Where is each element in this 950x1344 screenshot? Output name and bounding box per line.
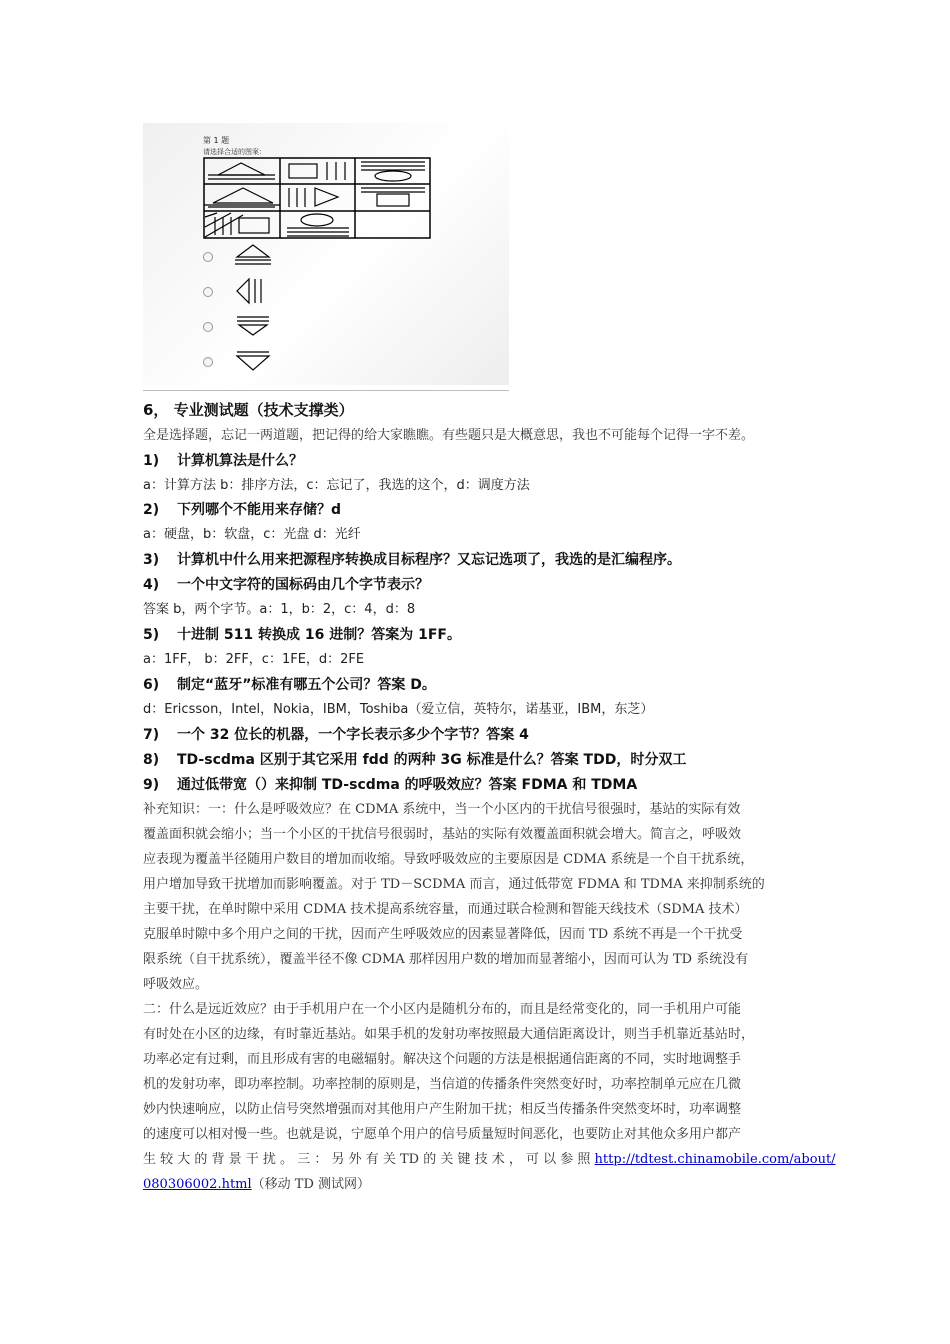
option-b-figure [233, 277, 273, 305]
grid-cell-4 [204, 188, 280, 207]
supplement-line: 机的发射功率，即功率控制。功率控制的原则是，当信道的传播条件突然变好时，功率控制单元应在几微 [143, 1077, 742, 1092]
supplement-line: 补充知识：一：什么是呼吸效应？在 CDMA 系统中，当一个小区内的干扰信号很强时，基站的实际有效 [143, 802, 741, 817]
supplement-line: 覆盖面积就会缩小；当一个小区的干扰信号很弱时，基站的实际有效覆盖面积就会增大。简言之，呼吸效 [143, 827, 742, 842]
question-7: 7) 一个 32 位长的机器，一个字长表示多少个字节？答案 4 [143, 727, 529, 743]
option-a-figure [233, 243, 273, 269]
grid-cell-7 [205, 213, 269, 237]
puzzle-subtitle: 请选择合适的图案： [203, 148, 266, 156]
puzzle-grid [203, 157, 431, 239]
supplement-line: 应表现为覆盖半径随用户数目的增加而收缩。导致呼吸效应的主要原因是 CDMA 系统是一个自干扰系统， [143, 852, 754, 867]
supplement-line: 用户增加导致干扰增加而影响覆盖。对于 TD－SCDMA 而言，通过低带宽 FDMA 和 TDMA 来抑制系统的 [143, 877, 765, 892]
supplement-line: 限系统（自干扰系统），覆盖半径不像 CDMA 那样因用户数的增加而显著缩小，因而可认为 TD 系统没有 [143, 952, 749, 967]
grid-cell-5 [289, 188, 338, 207]
grid-cell-8 [287, 214, 349, 236]
question-9: 9) 通过低带宽（）来抑制 TD-scdma 的呼吸效应？答案 FDMA 和 TDMA [143, 777, 638, 793]
question-4: 4) 一个中文字符的国标码由几个字节表示？ [143, 577, 429, 593]
grid-cell-3 [361, 162, 425, 181]
reference-link[interactable]: http://tdtest.chinamobile.com/about/ [594, 1152, 836, 1167]
answer-4: 答案 b，两个字节。a：1，b：2，c：4，d：8 [143, 602, 416, 617]
question-2: 2) 下列哪个不能用来存储？d [143, 502, 342, 518]
reference-link-continued[interactable]: 080306002.html [143, 1177, 252, 1192]
grid-cell-1 [208, 163, 275, 179]
option-d-figure [233, 348, 273, 374]
option-c-figure [233, 313, 273, 339]
question-1: 1) 计算机算法是什么？ [143, 453, 303, 469]
puzzle-title: 第 1 题 [203, 136, 230, 145]
question-6: 6) 制定“蓝牙”标准有哪五个公司？答案 D。 [143, 677, 436, 693]
radio-button[interactable] [203, 287, 213, 297]
supplement-line: 二：什么是远近效应？由于手机用户在一个小区内是随机分布的，而且是经常变化的，同一手机用户可能 [143, 1002, 742, 1017]
divider [143, 390, 509, 391]
supplement-line: 主要干扰，在单时隙中采用 CDMA 技术提高系统容量，而通过联合检测和智能天线技术（SDMA 技术） [143, 902, 748, 917]
supplement-line: 妙内快速响应，以防止信号突然增强而对其他用户产生附加干扰；相反当传播条件突然变坏时，功率调整 [143, 1102, 742, 1117]
link-caption: （移动 TD 测试网） [251, 1177, 371, 1192]
supplement-line: 的速度可以相对慢一些。也就是说，宁愿单个用户的信号质量短时间恶化，也要防止对其他众多用户都产 [143, 1127, 742, 1142]
answer-6: d：Ericsson，Intel，Nokia，IBM，Toshiba（爱立信，英特尔，诺基亚，IBM，东芝） [143, 702, 654, 717]
supplement-line: 克服单时隙中多个用户之间的干扰，因而产生呼吸效应的因素显著降低，因而 TD 系统不再是一个干扰受 [143, 927, 743, 942]
supplement-line: 呼吸效应。 [143, 977, 209, 992]
radio-button[interactable] [203, 357, 213, 367]
radio-button[interactable] [203, 252, 213, 262]
puzzle-image [143, 123, 509, 385]
question-8: 8) TD-scdma 区别于其它采用 fdd 的两种 3G 标准是什么？答案 TDD，时分双工 [143, 752, 687, 768]
question-3: 3) 计算机中什么用来把源程序转换成目标程序？又忘记选项了，我选的是汇编程序。 [143, 552, 681, 568]
supplement-link-line [143, 1178, 370, 1191]
supplement-line-last: 生 较 大 的 背 景 干 扰 。 三 ： 另 外 有 关 TD 的 关 键 技 术 ， 可 以 参 照 http://tdtest.chinamobile.com/about/ [143, 1152, 836, 1167]
intro-text: 全是选择题，忘记一两道题，把记得的给大家瞧瞧。有些题只是大概意思，我也不可能每个记得一字不差。 [143, 428, 755, 443]
answer-5: a：1FF， b：2FF，c：1FE，d：2FE [143, 652, 365, 667]
question-5: 5) 十进制 511 转换成 16 进制？答案为 1FF。 [143, 627, 461, 643]
radio-button[interactable] [203, 322, 213, 332]
answer-1: a：计算方法 b：排序方法，c：忘记了，我选的这个，d：调度方法 [143, 478, 530, 493]
supplement-line: 有时处在小区的边缘，有时靠近基站。如果手机的发射功率按照最大通信距离设计，则当手机靠近基站时， [143, 1027, 755, 1042]
answer-2: a：硬盘，b：软盘，c：光盘 d：光纤 [143, 527, 361, 542]
section-title: 6， 专业测试题（技术支撑类） [143, 401, 354, 419]
grid-cell-2 [289, 162, 345, 180]
supplement-line: 功率必定有过剩，而且形成有害的电磁辐射。解决这个问题的方法是根据通信距离的不同，实时地调整手 [143, 1052, 742, 1067]
grid-cell-6 [361, 188, 425, 206]
